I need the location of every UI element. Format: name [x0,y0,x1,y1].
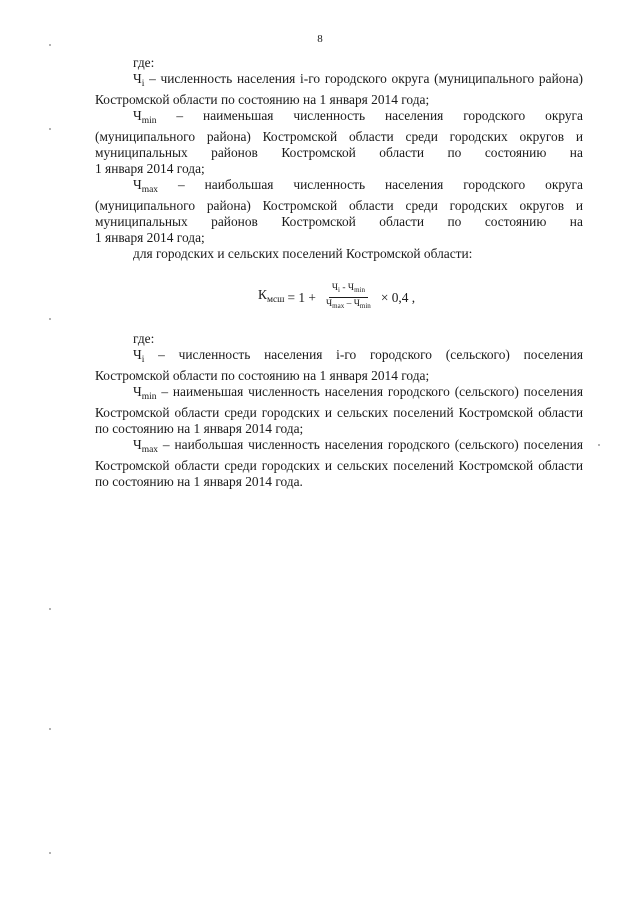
definition-cmax-district: $Ч_{max}$ – наибольшая численность населения городского округа (муниципального района) Костромской области среди городских округов и [95,177,583,213]
definition-cmax-district-line3: муниципальных районов Костромской области по состоянию на [95,214,583,229]
definition-cmax-district-end: 1 января 2014 года; [95,230,205,245]
scan-speck [49,44,51,46]
scan-speck [49,318,51,320]
scan-speck [49,852,51,854]
formula-tail: × 0,4 , [380,289,416,305]
formula-fraction [323,283,374,312]
definition-cmin-district-end: 1 января 2014 года; [95,161,205,176]
definition-cmin-settlement: $Ч_{min}$ – наименьшая численность населения городского (сельского) поселения Костромской области среди городских и сельских поселений Костромской области по состоянию на 1 января 2014 года; [95,384,583,436]
page-number: 8 [317,33,323,45]
definition-cmin-district-line3: муниципальных районов Костромской области по состоянию на [95,145,583,160]
scan-speck [49,128,51,130]
where-label: где: [133,55,155,70]
definition-ci-settlement: $Ч_i$ – численность населения i-го городского (сельского) поселения Костромской области по состоянию на 1 января 2014 года; [95,347,583,383]
formula-lhs: $К_{мсш}$ [258,287,285,305]
formula-numerator: $Ч_i - Ч_{min}$ [329,283,368,298]
where-label-2: где: [133,331,155,346]
scan-speck [49,608,51,610]
formula-equals: = 1 + [287,289,316,305]
document-body [95,55,583,490]
definition-cmax-settlement: $Ч_{max}$ – наибольшая численность населения городского (сельского) поселения Костромской области среди городских и сельских поселений Костромской области по состоянию на 1 января 2014 года. [95,437,583,489]
scan-speck [598,444,600,446]
scan-speck [49,728,51,730]
formula [95,273,583,321]
settlements-intro: для городских и сельских поселений Костромской области: [133,246,473,261]
definition-cmin-district: $Ч_{min}$ – наименьшая численность населения городского округа (муниципального района) Костромской области среди городских округов и [95,108,583,144]
definition-ci-district: $Ч_i$ – численность населения i-го городского округа (муниципального района) Костромской области по состоянию на 1 января 2014 года; [95,71,583,107]
formula-denominator: $Ч_{max} - Ч_{min}$ [325,299,371,310]
